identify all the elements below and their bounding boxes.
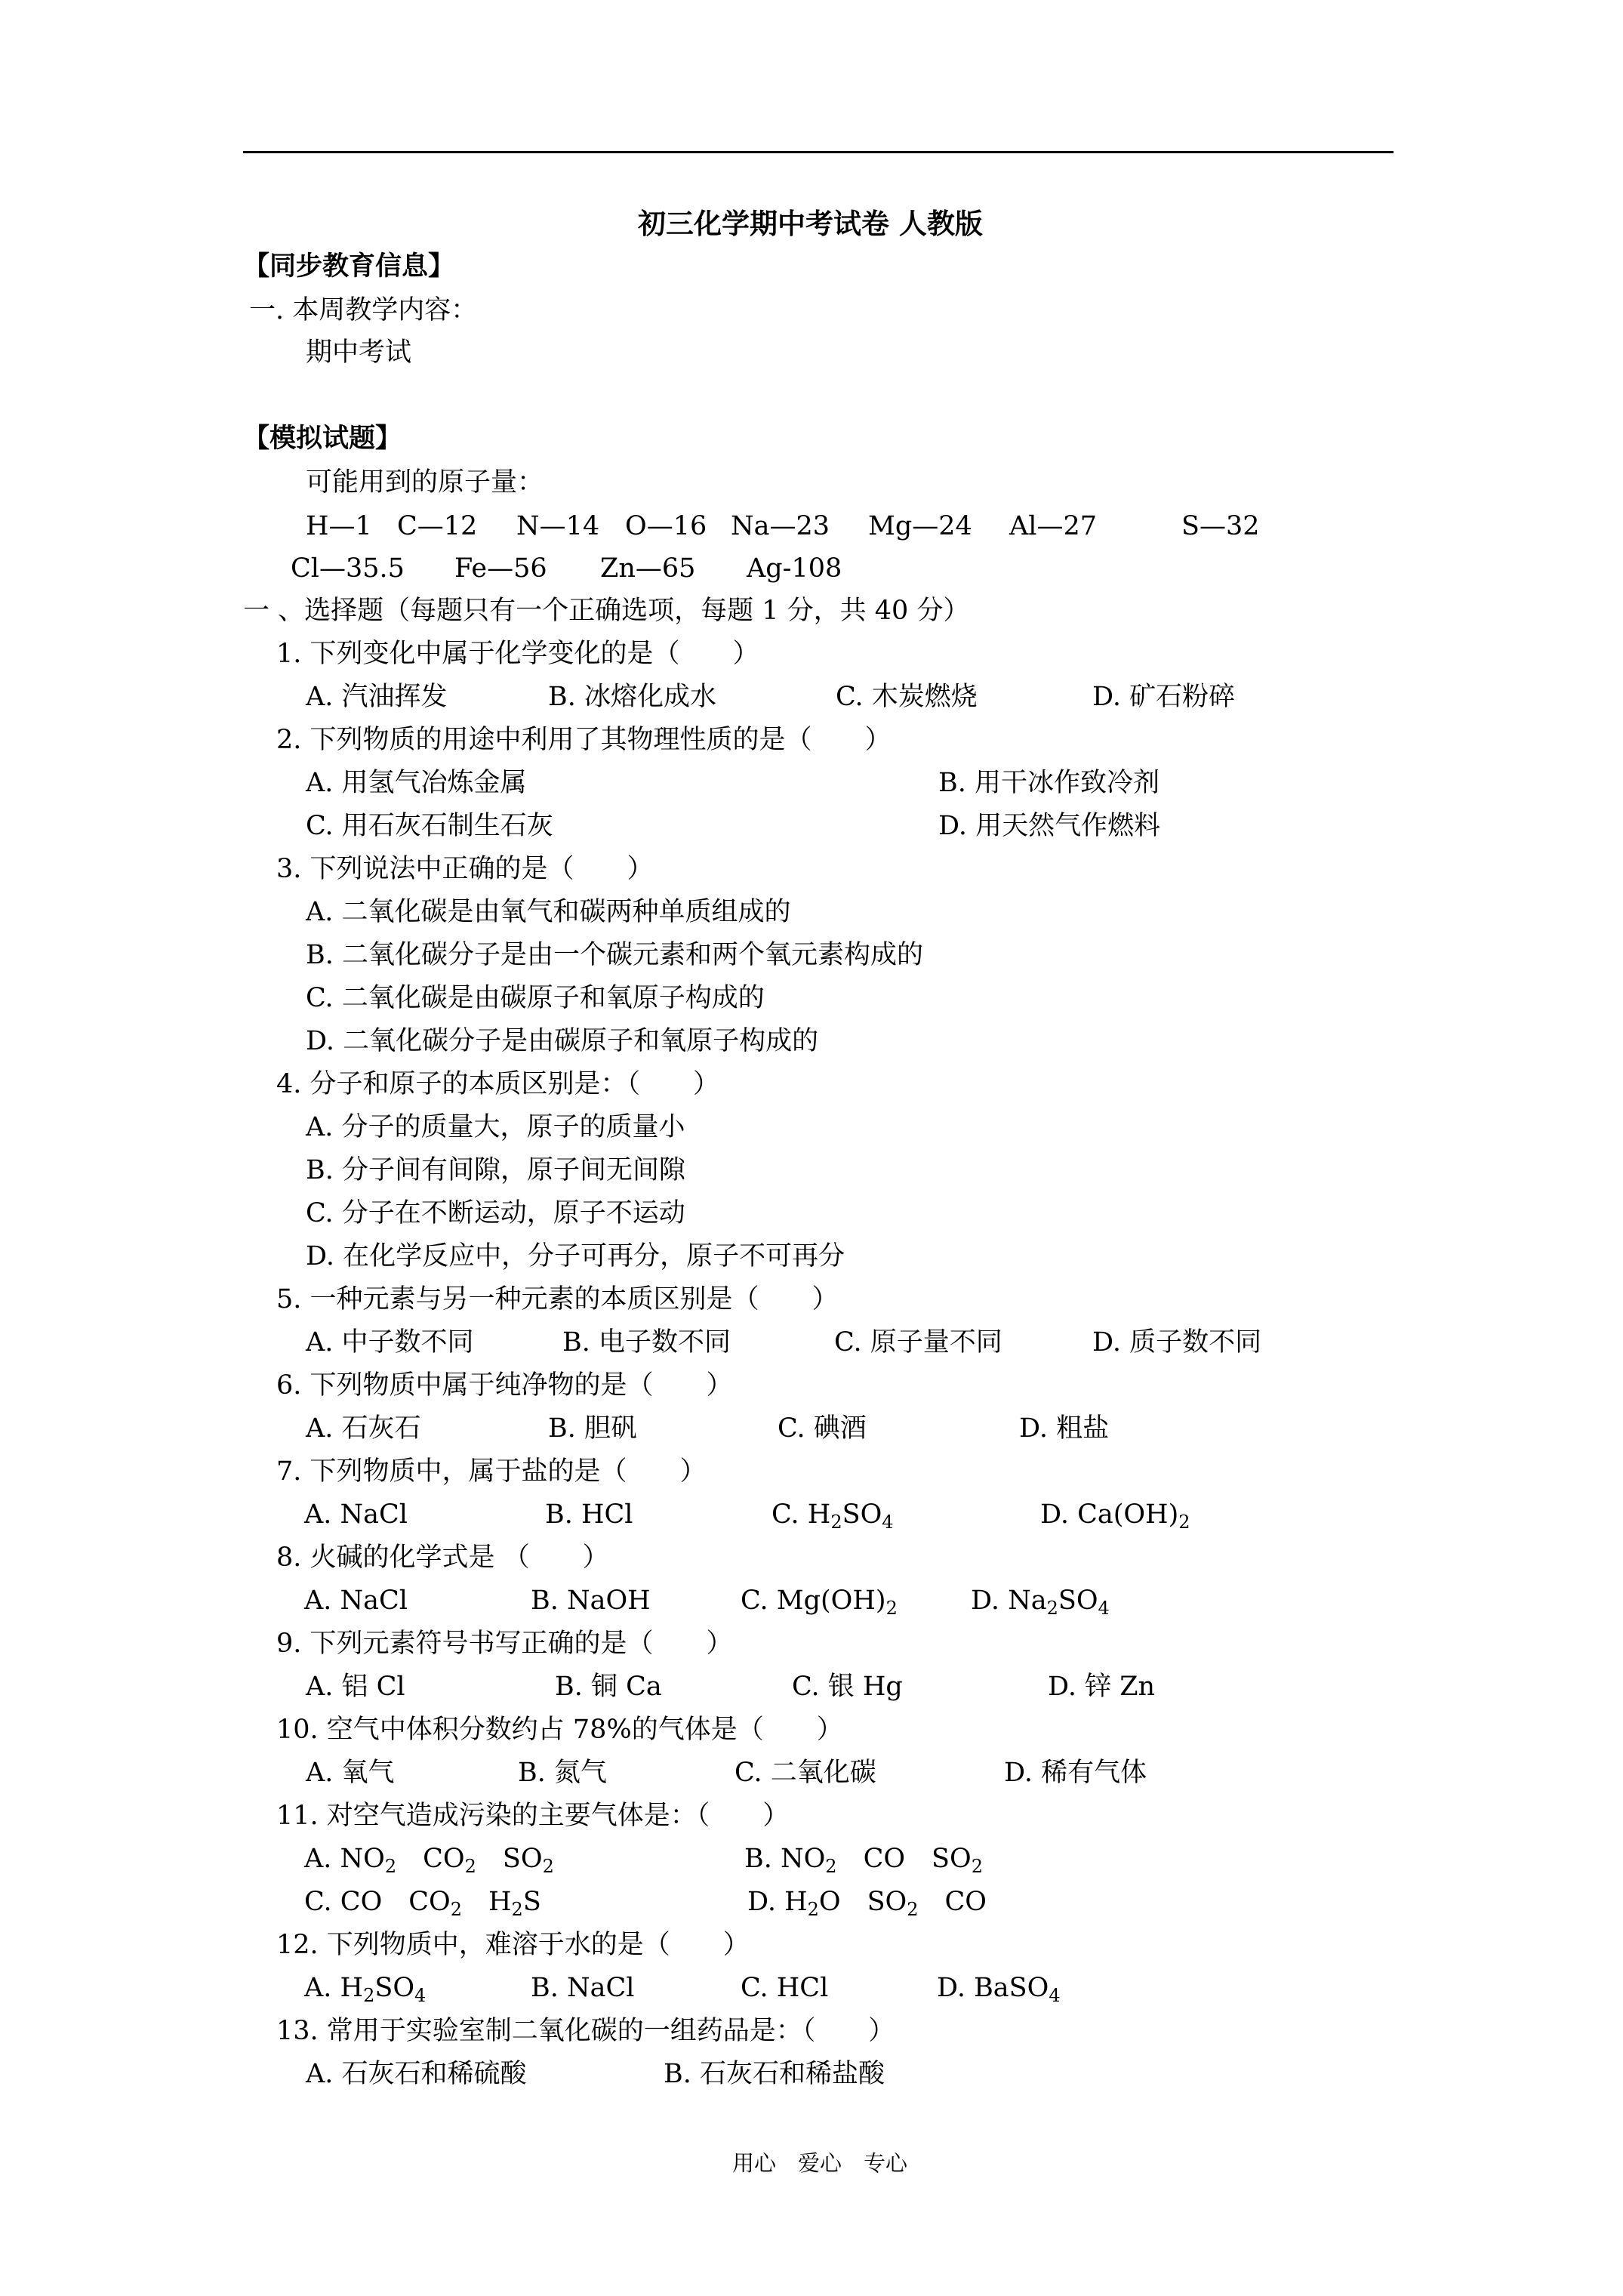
question-option: A. 氧气 <box>306 1758 395 1788</box>
question-option: C. HCl <box>741 1973 829 2003</box>
question-option: B. NaOH <box>531 1586 651 1616</box>
question-option: C. 分子在不断运动，原子不运动 <box>306 1198 685 1228</box>
question-option: C. CO $CO_2$ $H_2S$ <box>304 1887 541 1920</box>
question-stem: 10. 空气中体积分数约占 78%的气体是（ ） <box>276 1715 843 1745</box>
question-stem: 12. 下列物质中，难溶于水的是（ ） <box>276 1930 750 1960</box>
question-stem: 2. 下列物质的用途中利用了其物理性质的是（ ） <box>276 725 892 755</box>
question-option: D. 粗盐 <box>1019 1413 1110 1444</box>
question-option: A. 中子数不同 <box>306 1327 474 1358</box>
question-stem: 6. 下列物质中属于纯净物的是（ ） <box>276 1370 733 1401</box>
question-option: D. BaSO$_4$ <box>937 1973 1061 2006</box>
question-option: B. 冰熔化成水 <box>548 682 716 712</box>
question-stem: 13. 常用于实验室制二氧化碳的一组药品是：（ ） <box>276 2016 895 2046</box>
question-option: C. 银 Hg <box>792 1672 903 1702</box>
section-heading: 一 、选择题（每题只有一个正确选项，每题 1 分，共 40 分） <box>243 596 970 626</box>
question-option: B. NaCl <box>531 1973 635 2003</box>
question-option: C. 用石灰石制生石灰 <box>306 811 553 841</box>
week-content-value: 期中考试 <box>306 337 412 368</box>
question-option: D. $H_2O$ $SO_2$ CO <box>747 1887 987 1920</box>
page-title: 初三化学期中考试卷 人教版 <box>638 207 983 240</box>
week-content-label: 一. 本周教学内容： <box>249 295 478 325</box>
question-option: D. $Ca(OH)_2$ <box>1040 1499 1190 1533</box>
question-stem: 9. 下列元素符号书写正确的是（ ） <box>276 1629 733 1659</box>
question-stem: 1. 下列变化中属于化学变化的是（ ） <box>276 639 759 669</box>
question-option: D. 质子数不同 <box>1092 1327 1262 1358</box>
atomic-mass: Cl—35.5 <box>291 553 405 584</box>
atomic-mass: N—14 <box>516 511 600 541</box>
question-option: B. 铜 Ca <box>555 1672 662 1702</box>
atomic-mass: Al—27 <box>1009 511 1098 541</box>
sync-info-header: 【同步教育信息】 <box>243 251 455 282</box>
question-option: C. 原子量不同 <box>834 1327 1002 1358</box>
question-option: B. 二氧化碳分子是由一个碳元素和两个氧元素构成的 <box>306 940 923 970</box>
atomic-mass-intro: 可能用到的原子量： <box>306 467 544 498</box>
question-stem: 3. 下列说法中正确的是（ ） <box>276 854 654 884</box>
question-stem: 5. 一种元素与另一种元素的本质区别是（ ） <box>276 1284 839 1314</box>
question-option: C. 二氧化碳 <box>735 1758 876 1788</box>
atomic-mass: C—12 <box>397 511 478 541</box>
question-option: A. 石灰石和稀硫酸 <box>306 2059 527 2089</box>
question-option: A. 二氧化碳是由氧气和碳两种单质组成的 <box>306 897 791 927</box>
question-option: D. 在化学反应中，分子可再分，原子不可再分 <box>306 1241 845 1271</box>
question-stem: 11. 对空气造成污染的主要气体是：（ ） <box>276 1801 790 1831</box>
question-option: C. 二氧化碳是由碳原子和氧原子构成的 <box>306 983 765 1013</box>
atomic-mass: Na—23 <box>731 511 830 541</box>
header-rule <box>243 151 1394 153</box>
question-option: D. 锌 Zn <box>1048 1672 1156 1702</box>
atomic-mass: Fe—56 <box>454 553 547 584</box>
question-option: A. 汽油挥发 <box>306 682 448 712</box>
question-option: B. 分子间有间隙，原子间无间隙 <box>306 1155 685 1185</box>
atomic-mass: Mg—24 <box>868 511 972 541</box>
atomic-mass: S—32 <box>1181 511 1260 541</box>
simulated-questions-header: 【模拟试题】 <box>243 423 402 454</box>
atomic-mass: Ag-108 <box>747 553 842 584</box>
question-option: A. NaCl <box>304 1586 408 1616</box>
question-stem: 4. 分子和原子的本质区别是：（ ） <box>276 1069 720 1099</box>
question-stem: 7. 下列物质中，属于盐的是（ ） <box>276 1456 707 1487</box>
question-option: A. $NO_2$ $CO_2$ $SO_2$ <box>304 1844 554 1877</box>
atomic-mass: Zn—65 <box>600 553 696 584</box>
question-option: B. $NO_2$ CO $SO_2$ <box>744 1844 984 1877</box>
question-option: B. 用干冰作致冷剂 <box>938 768 1160 798</box>
question-option: C. $H_2SO_4$ <box>771 1499 894 1533</box>
question-option: C. 碘酒 <box>778 1413 867 1444</box>
question-option: B. 石灰石和稀盐酸 <box>664 2059 885 2089</box>
question-option: B. 电子数不同 <box>562 1327 731 1358</box>
question-option: B. 胆矾 <box>548 1413 637 1444</box>
question-option: D. $Na_2SO_4$ <box>971 1586 1110 1619</box>
question-option: C. $Mg(OH)_2$ <box>741 1586 898 1619</box>
question-option: D. 用天然气作燃料 <box>938 811 1161 841</box>
atomic-mass: O—16 <box>625 511 707 541</box>
question-option: A. $H_2SO_4$ <box>304 1973 427 2006</box>
question-option: D. 矿石粉碎 <box>1092 682 1236 712</box>
question-option: B. HCl <box>545 1499 633 1530</box>
question-stem: 8. 火碱的化学式是 （ ） <box>276 1542 609 1573</box>
question-option: A. 石灰石 <box>306 1413 421 1444</box>
question-option: C. 木炭燃烧 <box>836 682 978 712</box>
question-option: D. 二氧化碳分子是由碳原子和氧原子构成的 <box>306 1026 819 1056</box>
atomic-mass: H—1 <box>306 511 372 541</box>
question-option: D. 稀有气体 <box>1004 1758 1147 1788</box>
question-option: A. NaCl <box>304 1499 408 1530</box>
question-option: A. 用氢气冶炼金属 <box>306 768 527 798</box>
question-option: B. 氮气 <box>518 1758 607 1788</box>
question-option: A. 分子的质量大，原子的质量小 <box>306 1112 685 1142</box>
page-footer: 用心 爱心 专心 <box>732 2150 908 2176</box>
question-option: A. 铝 Cl <box>306 1672 405 1702</box>
